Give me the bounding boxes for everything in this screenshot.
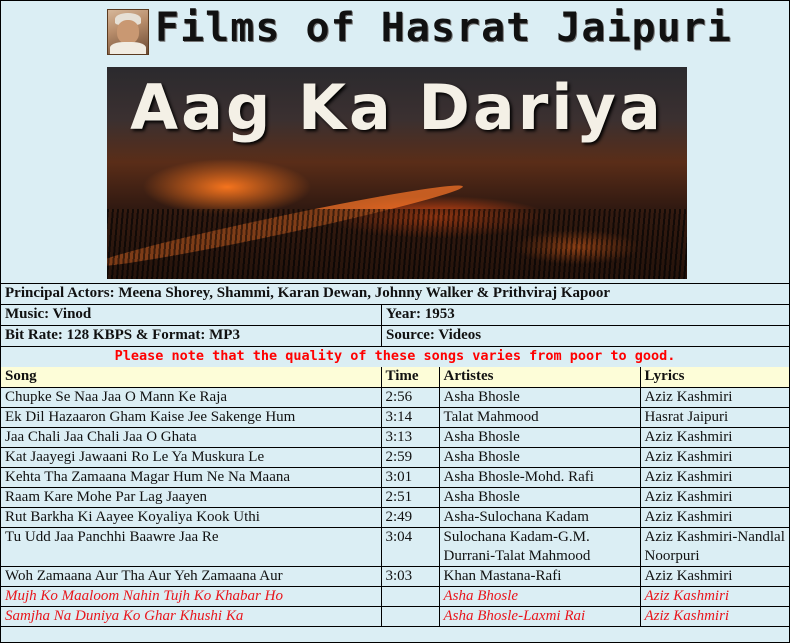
song-time: 2:51 (381, 488, 439, 508)
song-link[interactable]: Kehta Tha Zamaana Magar Hum Ne Na Maana (1, 468, 381, 488)
header (1, 1, 789, 284)
year-text: Year: 1953 (386, 306, 455, 322)
song-lyrics: Aziz Kashmiri (640, 508, 789, 528)
song-time (381, 607, 439, 627)
song-link[interactable]: Rut Barkha Ki Aayee Koyaliya Kook Uthi (1, 508, 381, 528)
actors-row (1, 283, 789, 305)
table-row (1, 408, 789, 428)
song-artistes: Sulochana Kadam-G.M. Durrani-Talat Mahmood (439, 528, 640, 567)
song-artistes: Asha Bhosle-Laxmi Rai (439, 607, 640, 627)
song-artistes: Asha Bhosle (439, 587, 640, 607)
song-lyrics: Aziz Kashmiri (640, 587, 789, 607)
song-link[interactable]: Woh Zamaana Aur Tha Aur Yeh Zamaana Aur (1, 567, 381, 587)
table-row (1, 488, 789, 508)
song-artistes: Talat Mahmood (439, 408, 640, 428)
song-link[interactable]: Chupke Se Naa Jaa O Mann Ke Raja (1, 388, 381, 408)
song-lyrics: Aziz Kashmiri (640, 567, 789, 587)
bitrate-source-row (1, 325, 789, 347)
site-title: Films of Hasrat Jaipuri (155, 5, 732, 51)
source-text: Source: Videos (386, 327, 482, 343)
song-link[interactable]: Jaa Chali Jaa Chali Jaa O Ghata (1, 428, 381, 448)
song-link[interactable]: Ek Dil Hazaaron Gham Kaise Jee Sakenge Hum (1, 408, 381, 428)
song-time: 3:14 (381, 408, 439, 428)
song-lyrics: Aziz Kashmiri (640, 488, 789, 508)
header-lyrics: Lyrics (640, 367, 789, 388)
table-row (1, 468, 789, 488)
header-song: Song (1, 367, 381, 388)
song-lyrics: Aziz Kashmiri (640, 448, 789, 468)
song-time: 2:49 (381, 508, 439, 528)
header-artistes: Artistes (439, 367, 640, 388)
table-row (1, 508, 789, 528)
music-year-row (1, 304, 789, 326)
song-time: 3:04 (381, 528, 439, 567)
song-lyrics: Aziz Kashmiri-Nandlal Noorpuri (640, 528, 789, 567)
song-time: 3:13 (381, 428, 439, 448)
song-artistes: Asha Bhosle (439, 428, 640, 448)
song-lyrics: Aziz Kashmiri (640, 468, 789, 488)
table-row (1, 567, 789, 587)
song-lyrics: Aziz Kashmiri (640, 607, 789, 627)
songs-table (1, 367, 789, 627)
music-text: Music: Vinod (5, 306, 92, 322)
song-link[interactable]: Tu Udd Jaa Panchhi Baawre Jaa Re (1, 528, 381, 567)
header-time: Time (381, 367, 439, 388)
song-artistes: Asha Bhosle-Mohd. Rafi (439, 468, 640, 488)
song-title: Samjha Na Duniya Ko Ghar Khushi Ka (1, 607, 381, 627)
song-lyrics: Aziz Kashmiri (640, 428, 789, 448)
song-artistes: Asha Bhosle (439, 488, 640, 508)
film-title: Aag Ka Dariya (130, 71, 664, 144)
song-artistes: Asha-Sulochana Kadam (439, 508, 640, 528)
song-time: 3:01 (381, 468, 439, 488)
song-artistes: Khan Mastana-Rafi (439, 567, 640, 587)
song-time: 2:59 (381, 448, 439, 468)
film-banner-image (107, 67, 687, 279)
song-link[interactable]: Kat Jaayegi Jawaani Ro Le Ya Muskura Le (1, 448, 381, 468)
table-row (1, 448, 789, 468)
actors-text: Principal Actors: Meena Shorey, Shammi, Karan Dewan, Johnny Walker & Prithviraj Kapoor (5, 285, 610, 301)
song-artistes: Asha Bhosle (439, 388, 640, 408)
song-link[interactable]: Raam Kare Mohe Par Lag Jaayen (1, 488, 381, 508)
song-lyrics: Hasrat Jaipuri (640, 408, 789, 428)
song-lyrics: Aziz Kashmiri (640, 388, 789, 408)
song-time: 3:03 (381, 567, 439, 587)
song-artistes: Asha Bhosle (439, 448, 640, 468)
song-time: 2:56 (381, 388, 439, 408)
table-row (1, 428, 789, 448)
table-row-unavailable (1, 607, 789, 627)
quality-note: Please note that the quality of these songs varies from poor to good. (1, 347, 789, 368)
table-row (1, 528, 789, 567)
portrait-image (107, 9, 149, 55)
song-title: Mujh Ko Maaloom Nahin Tujh Ko Khabar Ho (1, 587, 381, 607)
table-row (1, 388, 789, 408)
song-time (381, 587, 439, 607)
bitrate-text: Bit Rate: 128 KBPS & Format: MP3 (5, 327, 240, 343)
table-header-row (1, 367, 789, 388)
table-row-unavailable (1, 587, 789, 607)
